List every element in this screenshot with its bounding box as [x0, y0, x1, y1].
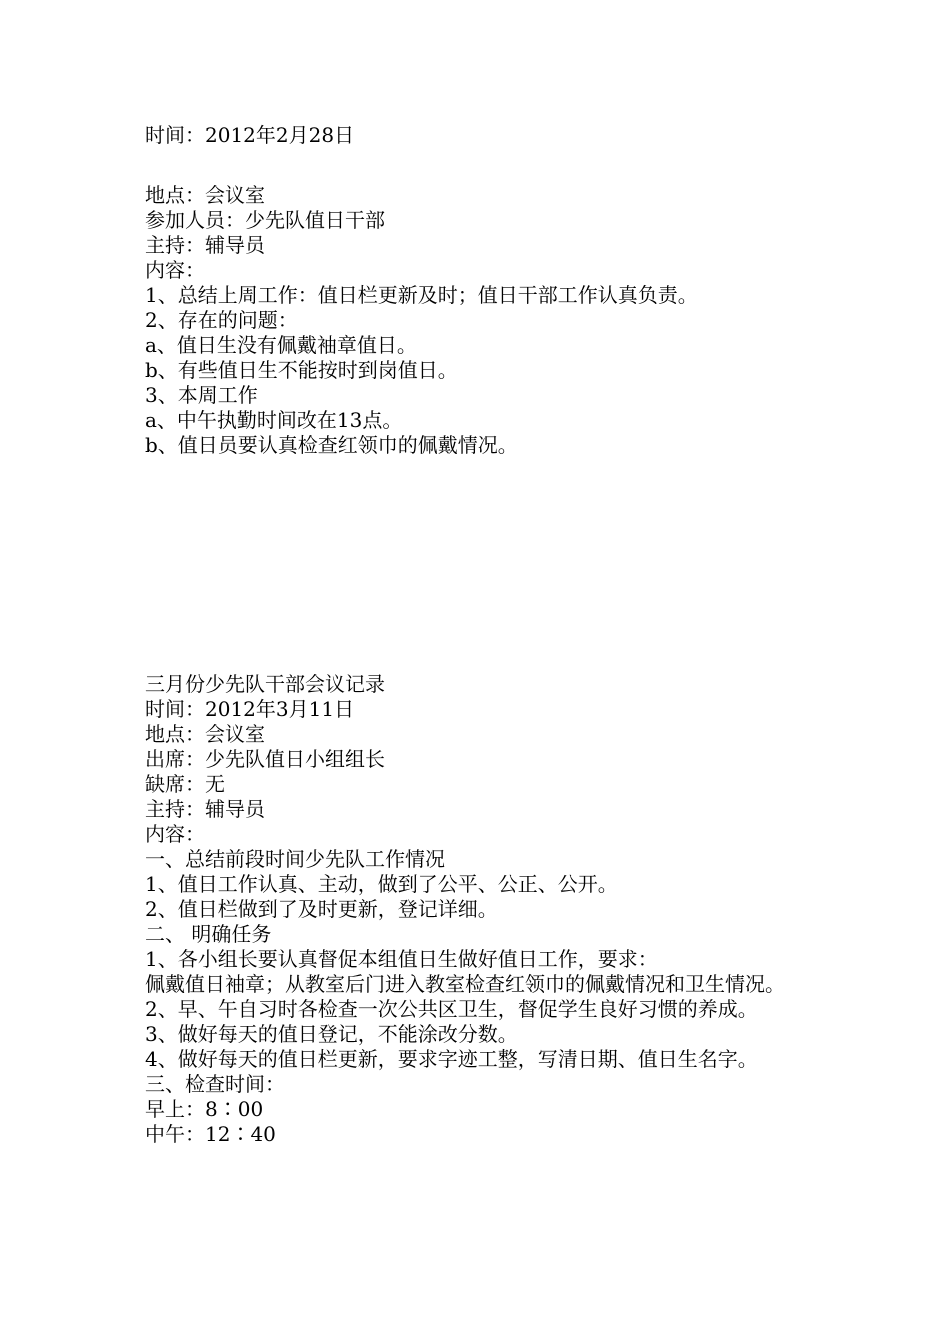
content-item: 1、总结上周工作：值日栏更新及时；值日干部工作认真负责。 — [145, 283, 698, 307]
section-item: 2、值日栏做到了及时更新，登记详细。 — [145, 897, 498, 921]
section-heading: 二、 明确任务 — [145, 922, 272, 946]
section-heading: 一、总结前段时间少先队工作情况 — [145, 847, 445, 871]
meeting-host: 主持：辅导员 — [145, 233, 265, 257]
content-item: b、有些值日生不能按时到岗值日。 — [145, 358, 458, 382]
content-item: 3、本周工作 — [145, 383, 258, 407]
blank-line — [145, 148, 845, 183]
meeting-time: 时间：2012年3月11日 — [145, 697, 355, 721]
meeting-place: 地点：会议室 — [145, 722, 265, 746]
meeting-absent: 缺席：无 — [145, 772, 225, 796]
content-item: b、值日员要认真检查红领巾的佩戴情况。 — [145, 433, 518, 457]
section-item: 1、值日工作认真、主动，做到了公平、公正、公开。 — [145, 872, 618, 896]
meeting-attendees: 参加人员：少先队值日干部 — [145, 208, 385, 232]
section-item: 3、做好每天的值日登记，不能涂改分数。 — [145, 1022, 518, 1046]
section-item: 4、做好每天的值日栏更新，要求字迹工整，写清日期、值日生名字。 — [145, 1047, 758, 1071]
content-item: a、值日生没有佩戴袖章值日。 — [145, 333, 417, 357]
content-label: 内容： — [145, 822, 205, 846]
meeting-place: 地点：会议室 — [145, 183, 265, 207]
check-time-morning: 早上：8∶00 — [145, 1097, 264, 1121]
section-item: 佩戴值日袖章；从教室后门进入教室检查红领巾的佩戴情况和卫生情况。 — [145, 972, 785, 996]
content-item: a、中午执勤时间改在13点。 — [145, 408, 403, 432]
document-title: 三月份少先队干部会议记录 — [145, 672, 385, 696]
section-heading: 三、检查时间： — [145, 1072, 285, 1096]
meeting-attendees: 出席：少先队值日小组组长 — [145, 747, 385, 771]
check-time-noon: 中午：12∶40 — [145, 1122, 276, 1146]
content-label: 内容： — [145, 258, 205, 282]
section-item: 2、早、午自习时各检查一次公共区卫生，督促学生良好习惯的养成。 — [145, 997, 758, 1021]
meeting-record-february — [145, 123, 845, 458]
meeting-time: 时间：2012年2月28日 — [145, 123, 355, 147]
content-item: 2、存在的问题： — [145, 308, 298, 332]
meeting-record-march — [145, 672, 845, 1147]
meeting-host: 主持：辅导员 — [145, 797, 265, 821]
section-item: 1、各小组长要认真督促本组值日生做好值日工作，要求： — [145, 947, 658, 971]
